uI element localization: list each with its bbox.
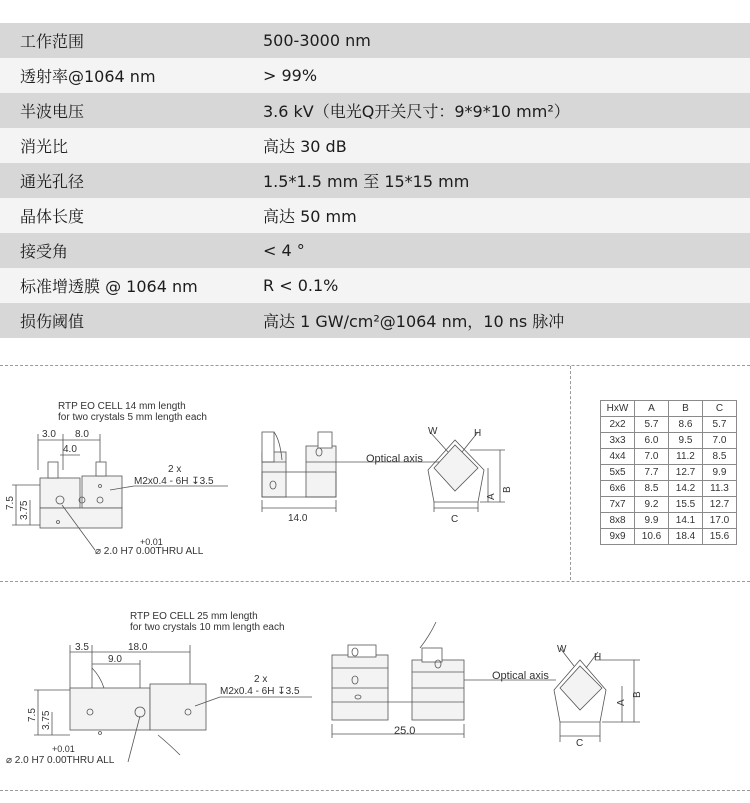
table-row [601, 449, 737, 465]
table-cell: 10.6 [635, 529, 669, 545]
spec-value: 500-3000 nm [263, 31, 371, 50]
table-cell: 18.4 [669, 529, 703, 545]
count-label: 2 x [254, 674, 268, 685]
spec-value: < 4 ° [263, 241, 305, 260]
width-label: 14.0 [288, 513, 308, 524]
spec-value: R < 0.1% [263, 276, 339, 295]
dim-label: 3.75 [19, 500, 30, 520]
table-cell: 7x7 [601, 497, 635, 513]
table-cell: 12.7 [669, 465, 703, 481]
table-cell: 9.5 [669, 433, 703, 449]
table-cell: 12.7 [703, 497, 737, 513]
dim-label: C [451, 514, 459, 525]
table-cell: 6.0 [635, 433, 669, 449]
table-cell: 15.6 [703, 529, 737, 545]
dim-label: A [616, 699, 627, 706]
table-row [601, 465, 737, 481]
spec-label: 通光孔径 [20, 172, 85, 191]
spec-value: 3.6 kV（电光Q开关尺寸：9*9*10 mm²） [263, 102, 570, 121]
dim-label: 7.5 [27, 708, 38, 722]
table-cell: 8.5 [635, 481, 669, 497]
dim-label: 8.0 [75, 429, 89, 440]
table-row [601, 529, 737, 545]
dim-label: H [474, 428, 482, 439]
spec-label: 接受角 [20, 242, 69, 261]
table-cell: 9.9 [703, 465, 737, 481]
spec-label: 工作范围 [20, 32, 85, 51]
dim-label: 9.0 [108, 654, 122, 665]
table-cell: 5.7 [703, 417, 737, 433]
table-cell: 7.0 [635, 449, 669, 465]
hole-label: ⌀ 2.0 H7 0.00THRU ALL [6, 755, 115, 766]
table-cell: 17.0 [703, 513, 737, 529]
spec-label: 半波电压 [20, 102, 85, 121]
table-cell: 11.2 [669, 449, 703, 465]
spec-label: 标准增透膜 @ 1064 nm [20, 277, 198, 296]
table-cell: 9.9 [635, 513, 669, 529]
hole-label: ⌀ 2.0 H7 0.00THRU ALL [95, 546, 204, 557]
table-cell: 9.2 [635, 497, 669, 513]
table-header-row [601, 401, 737, 417]
dim-label: A [486, 493, 497, 500]
table-cell: 5x5 [601, 465, 635, 481]
spec-value: 高达 1 GW/cm²@1064 nm，10 ns 脉冲 [263, 312, 565, 331]
table-cell: 9x9 [601, 529, 635, 545]
optical-axis-label: Optical axis [366, 453, 423, 465]
table-cell: 15.5 [669, 497, 703, 513]
table-header: C [703, 401, 737, 417]
dim-label: 3.0 [42, 429, 56, 440]
table-row [601, 513, 737, 529]
spec-value: 高达 50 mm [263, 207, 357, 226]
dim-label: 18.0 [128, 642, 148, 653]
drawing2-end-view [464, 644, 643, 749]
table-cell: 7.7 [635, 465, 669, 481]
dim-label: B [502, 486, 513, 493]
table-header: A [635, 401, 669, 417]
drawing1-side-view [262, 432, 336, 524]
spec-label: 透射率@1064 nm [20, 67, 156, 86]
tolerance-label: +0.01 [52, 744, 75, 754]
spec-label: 损伤阈值 [20, 312, 85, 331]
dimension-table [600, 400, 737, 545]
drawing1-front-view [5, 401, 228, 557]
dim-label: 7.5 [5, 496, 16, 510]
tolerance-label: +0.01 [140, 537, 163, 547]
table-cell: 8.6 [669, 417, 703, 433]
width-label: 25.0 [394, 725, 416, 737]
drawing2-title: RTP EO CELL 25 mm length [130, 611, 258, 622]
table-row [601, 497, 737, 513]
table-cell: 2x2 [601, 417, 635, 433]
optical-axis-label: Optical axis [492, 670, 549, 682]
spec-label: 晶体长度 [20, 207, 85, 226]
thread-label: M2x0.4 - 6H ↧3.5 [220, 686, 300, 697]
drawing2-side-view [332, 622, 464, 738]
spec-value: 1.5*1.5 mm 至 15*15 mm [263, 172, 470, 191]
dim-label: 3.75 [41, 710, 52, 730]
table-cell: 11.3 [703, 481, 737, 497]
drawing2-subtitle: for two crystals 10 mm length each [130, 622, 285, 633]
table-row [601, 433, 737, 449]
spec-value: 高达 30 dB [263, 137, 347, 156]
thread-label: M2x0.4 - 6H ↧3.5 [134, 476, 214, 487]
table-header: HxW [601, 401, 635, 417]
table-cell: 14.2 [669, 481, 703, 497]
dim-label: W [557, 644, 567, 655]
spec-value: > 99% [263, 66, 318, 85]
table-cell: 14.1 [669, 513, 703, 529]
table-row [601, 417, 737, 433]
table-cell: 7.0 [703, 433, 737, 449]
table-cell: 3x3 [601, 433, 635, 449]
table-cell: 8x8 [601, 513, 635, 529]
dim-label: W [428, 426, 438, 437]
dim-label: B [632, 691, 643, 698]
table-cell: 6x6 [601, 481, 635, 497]
drawing1-title: RTP EO CELL 14 mm length [58, 401, 186, 412]
table-cell: 4x4 [601, 449, 635, 465]
dim-label: 4.0 [63, 444, 77, 455]
dim-label: C [576, 738, 584, 749]
spec-label: 消光比 [20, 137, 69, 156]
table-header: B [669, 401, 703, 417]
count-label: 2 x [168, 464, 182, 475]
dim-label: H [594, 652, 602, 663]
table-cell: 5.7 [635, 417, 669, 433]
table-cell: 8.5 [703, 449, 737, 465]
table-row [601, 481, 737, 497]
drawing2-front-view [6, 611, 312, 766]
drawing1-end-view [336, 426, 513, 525]
dim-label: 3.5 [75, 642, 89, 653]
drawing1-subtitle: for two crystals 5 mm length each [58, 412, 207, 423]
